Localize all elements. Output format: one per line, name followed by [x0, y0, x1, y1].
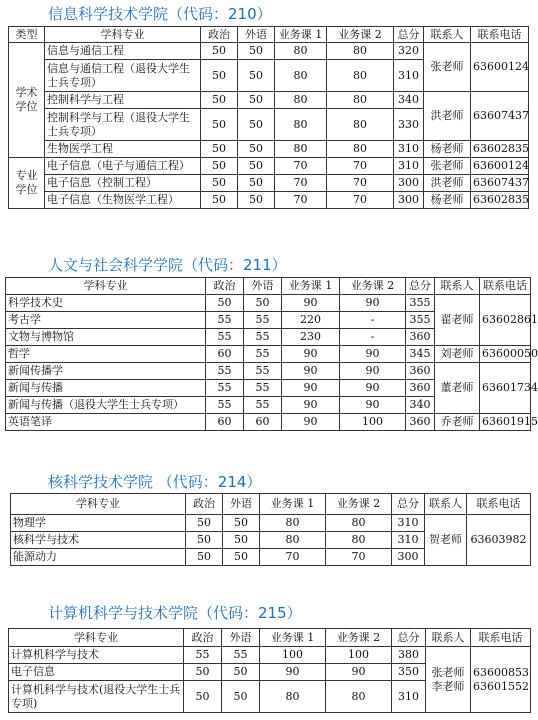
header-language: 外语: [223, 494, 260, 515]
politics-cell: 50: [201, 175, 238, 192]
header-contact: 联系人: [435, 278, 480, 295]
total-cell: 340: [394, 92, 424, 109]
table-row: [9, 192, 529, 209]
header-major: 学科专业: [6, 278, 206, 295]
politics-cell: 60: [206, 346, 244, 363]
course1-cell: 80: [275, 92, 327, 109]
header-course2: 业务课 2: [326, 629, 392, 647]
course1-cell: 100: [260, 647, 326, 664]
language-cell: 50: [238, 109, 275, 141]
course2-cell: 90: [340, 397, 406, 414]
contact-phone: 63601915: [480, 414, 531, 431]
table-row: [9, 175, 529, 192]
header-contact: 联系人: [425, 494, 467, 515]
header-course1: 业务课 1: [282, 278, 340, 295]
major-cell: 核科学与技术: [11, 532, 186, 549]
header-contact: 联系人: [424, 27, 471, 43]
table-row: [9, 647, 531, 664]
course1-cell: 80: [260, 532, 326, 549]
course2-cell: -: [340, 312, 406, 329]
total-cell: 310: [394, 158, 424, 175]
language-cell: 55: [222, 647, 260, 664]
header-phone: 联系电话: [480, 278, 531, 295]
language-cell: 50: [223, 532, 260, 549]
course2-cell: 70: [327, 175, 394, 192]
contact-phone: 63607437: [471, 175, 529, 192]
contact-name: 刘老师: [435, 346, 480, 363]
header-course1: 业务课 1: [260, 494, 326, 515]
contact-name: 乔老师: [435, 414, 480, 431]
language-cell: 55: [244, 363, 282, 380]
politics-cell: 55: [206, 329, 244, 346]
major-cell: 新闻与传播: [6, 380, 206, 397]
header-language: 外语: [222, 629, 260, 647]
politics-cell: 50: [201, 60, 238, 92]
section-title-215: 计算机科学与技术学院（代码：215）: [48, 604, 302, 622]
header-politics: 政治: [206, 278, 244, 295]
language-cell: 50: [244, 295, 282, 312]
contact-phone: 63602861: [480, 295, 531, 346]
header-total: 总分: [392, 494, 425, 515]
score-table-215: [8, 628, 531, 713]
contact-name: 董老师: [435, 363, 480, 414]
course2-cell: 80: [326, 681, 392, 713]
politics-cell: 50: [206, 295, 244, 312]
language-cell: 50: [238, 175, 275, 192]
language-cell: 60: [244, 414, 282, 431]
course2-cell: 80: [327, 109, 394, 141]
politics-cell: 50: [201, 109, 238, 141]
contact-name: 洪老师: [424, 175, 471, 192]
course1-cell: 80: [275, 141, 327, 158]
language-cell: 55: [244, 380, 282, 397]
course1-cell: 230: [282, 329, 340, 346]
major-cell: 物理学: [11, 515, 186, 532]
total-cell: 360: [406, 329, 435, 346]
table-row: [6, 346, 531, 363]
contact-name: 杨老师: [424, 192, 471, 209]
course1-cell: 220: [282, 312, 340, 329]
politics-cell: 50: [201, 92, 238, 109]
header-course1: 业务课 1: [260, 629, 326, 647]
total-cell: 350: [392, 664, 426, 681]
table-row: [11, 515, 531, 532]
language-cell: 50: [238, 141, 275, 158]
course2-cell: 80: [327, 43, 394, 60]
course2-cell: 90: [340, 346, 406, 363]
category-professional: 专业 学位: [9, 158, 45, 209]
total-cell: 310: [394, 141, 424, 158]
table-row: [9, 92, 529, 109]
contact-phone: 63603982: [467, 515, 531, 566]
header-phone: 联系电话: [467, 494, 531, 515]
section-title-211: 人文与社会科学学院（代码：211）: [48, 256, 287, 274]
contact-name: 张老师 李老师: [426, 647, 471, 713]
total-cell: 360: [406, 363, 435, 380]
table-header-row: [11, 494, 531, 515]
table-row: [9, 158, 529, 175]
major-cell: 控制科学与工程: [45, 92, 201, 109]
language-cell: 50: [223, 549, 260, 566]
course2-cell: 80: [326, 515, 392, 532]
politics-cell: 55: [206, 380, 244, 397]
major-cell: 电子信息（控制工程）: [45, 175, 201, 192]
contact-phone: 63602835: [471, 141, 529, 158]
header-course2: 业务课 2: [340, 278, 406, 295]
course1-cell: 70: [275, 192, 327, 209]
contact-phone: 63601734: [480, 363, 531, 414]
total-cell: 355: [406, 312, 435, 329]
politics-cell: 50: [186, 549, 223, 566]
politics-cell: 50: [201, 141, 238, 158]
course1-cell: 90: [282, 363, 340, 380]
course2-cell: 90: [340, 295, 406, 312]
contact-phone: 63600124: [471, 158, 529, 175]
politics-cell: 60: [206, 414, 244, 431]
major-cell: 信息与通信工程: [45, 43, 201, 60]
major-cell: 电子信息: [9, 664, 184, 681]
section-title-210: 信息科学技术学院（代码：210）: [48, 5, 272, 23]
header-language: 外语: [238, 27, 275, 43]
contact-name: 翟老师: [435, 295, 480, 346]
language-cell: 50: [238, 192, 275, 209]
course2-cell: 80: [327, 60, 394, 92]
table-row: [6, 414, 531, 431]
header-major: 学科专业: [11, 494, 186, 515]
header-contact: 联系人: [426, 629, 471, 647]
course2-cell: 80: [327, 141, 394, 158]
header-politics: 政治: [201, 27, 238, 43]
contact-phone: 63607437: [471, 92, 529, 141]
course2-cell: 100: [340, 414, 406, 431]
header-language: 外语: [244, 278, 282, 295]
total-cell: 300: [394, 192, 424, 209]
course2-cell: 70: [327, 192, 394, 209]
major-cell: 能源动力: [11, 549, 186, 566]
major-cell: 新闻与传播（退役大学生士兵专项）: [6, 397, 206, 414]
course1-cell: 70: [275, 175, 327, 192]
politics-cell: 50: [186, 532, 223, 549]
course1-cell: 80: [275, 109, 327, 141]
politics-cell: 55: [206, 363, 244, 380]
total-cell: 330: [394, 109, 424, 141]
contact-phone: 63600124: [471, 43, 529, 92]
course1-cell: 90: [282, 346, 340, 363]
language-cell: 55: [244, 329, 282, 346]
course1-cell: 80: [260, 515, 326, 532]
language-cell: 50: [222, 664, 260, 681]
total-cell: 300: [392, 549, 425, 566]
header-type: 类型: [9, 27, 45, 43]
header-course1: 业务课 1: [275, 27, 327, 43]
course2-cell: 90: [340, 363, 406, 380]
contact-phone: 63602835: [471, 192, 529, 209]
total-cell: 300: [394, 175, 424, 192]
contact-phone: 63600050: [480, 346, 531, 363]
course2-cell: 80: [326, 532, 392, 549]
contact-name: 洪老师: [424, 92, 471, 141]
course1-cell: 70: [260, 549, 326, 566]
major-cell: 计算机科学与技术: [9, 647, 184, 664]
language-cell: 50: [238, 92, 275, 109]
category-academic: 学术 学位: [9, 43, 45, 158]
major-cell: 计算机科学与技术(退役大学生士兵专项): [9, 681, 184, 713]
header-phone: 联系电话: [471, 27, 529, 43]
header-total: 总分: [394, 27, 424, 43]
course1-cell: 70: [275, 158, 327, 175]
politics-cell: 55: [206, 312, 244, 329]
header-phone: 联系电话: [471, 629, 531, 647]
major-cell: 电子信息（生物医学工程）: [45, 192, 201, 209]
course1-cell: 80: [260, 681, 326, 713]
table-row: [9, 141, 529, 158]
language-cell: 50: [238, 43, 275, 60]
course2-cell: 80: [327, 92, 394, 109]
contact-name: 张老师: [424, 158, 471, 175]
major-cell: 生物医学工程: [45, 141, 201, 158]
header-total: 总分: [406, 278, 435, 295]
major-cell: 控制科学与工程（退役大学生士兵专项）: [45, 109, 201, 141]
course1-cell: 90: [282, 397, 340, 414]
course1-cell: 90: [282, 295, 340, 312]
total-cell: 345: [406, 346, 435, 363]
course1-cell: 90: [260, 664, 326, 681]
total-cell: 380: [392, 647, 426, 664]
score-table-214: [10, 493, 531, 566]
contact-name: 贺老师: [425, 515, 467, 566]
politics-cell: 50: [201, 43, 238, 60]
header-course2: 业务课 2: [327, 27, 394, 43]
score-table-210: [8, 26, 529, 209]
major-cell: 英语笔译: [6, 414, 206, 431]
politics-cell: 55: [206, 397, 244, 414]
table-header-row: [9, 27, 529, 43]
major-cell: 信息与通信工程（退役大学生士兵专项）: [45, 60, 201, 92]
course2-cell: 70: [326, 549, 392, 566]
total-cell: 360: [406, 414, 435, 431]
major-cell: 电子信息（电子与通信工程）: [45, 158, 201, 175]
table-row: [6, 295, 531, 312]
major-cell: 考古学: [6, 312, 206, 329]
contact-name: 杨老师: [424, 141, 471, 158]
total-cell: 310: [392, 532, 425, 549]
header-total: 总分: [392, 629, 426, 647]
course2-cell: 90: [340, 380, 406, 397]
language-cell: 50: [222, 681, 260, 713]
course1-cell: 90: [282, 414, 340, 431]
table-header-row: [9, 629, 531, 647]
table-row: [6, 363, 531, 380]
course1-cell: 90: [282, 380, 340, 397]
total-cell: 310: [392, 515, 425, 532]
contact-phone: 63600853 63601552: [471, 647, 531, 713]
language-cell: 50: [238, 158, 275, 175]
course1-cell: 80: [275, 60, 327, 92]
course2-cell: 100: [326, 647, 392, 664]
politics-cell: 50: [186, 515, 223, 532]
politics-cell: 50: [201, 192, 238, 209]
politics-cell: 55: [184, 647, 222, 664]
header-major: 学科专业: [45, 27, 201, 43]
language-cell: 55: [244, 312, 282, 329]
major-cell: 哲学: [6, 346, 206, 363]
table-row: [9, 43, 529, 60]
politics-cell: 50: [201, 158, 238, 175]
course2-cell: -: [340, 329, 406, 346]
total-cell: 320: [394, 43, 424, 60]
course2-cell: 70: [327, 158, 394, 175]
major-cell: 科学技术史: [6, 295, 206, 312]
language-cell: 55: [244, 346, 282, 363]
header-politics: 政治: [186, 494, 223, 515]
total-cell: 310: [392, 681, 426, 713]
section-title-214: 核科学技术学院 （代码：214）: [48, 473, 262, 491]
total-cell: 310: [394, 60, 424, 92]
total-cell: 355: [406, 295, 435, 312]
header-major: 学科专业: [9, 629, 184, 647]
major-cell: 新闻传播学: [6, 363, 206, 380]
course1-cell: 80: [275, 43, 327, 60]
header-politics: 政治: [184, 629, 222, 647]
score-table-211: [5, 277, 538, 431]
table-header-row: [6, 278, 531, 295]
language-cell: 55: [244, 397, 282, 414]
total-cell: 360: [406, 380, 435, 397]
politics-cell: 50: [184, 664, 222, 681]
total-cell: 340: [406, 397, 435, 414]
politics-cell: 50: [184, 681, 222, 713]
course2-cell: 90: [326, 664, 392, 681]
contact-name: 张老师: [424, 43, 471, 92]
header-course2: 业务课 2: [326, 494, 392, 515]
language-cell: 50: [223, 515, 260, 532]
language-cell: 50: [238, 60, 275, 92]
major-cell: 文物与博物馆: [6, 329, 206, 346]
